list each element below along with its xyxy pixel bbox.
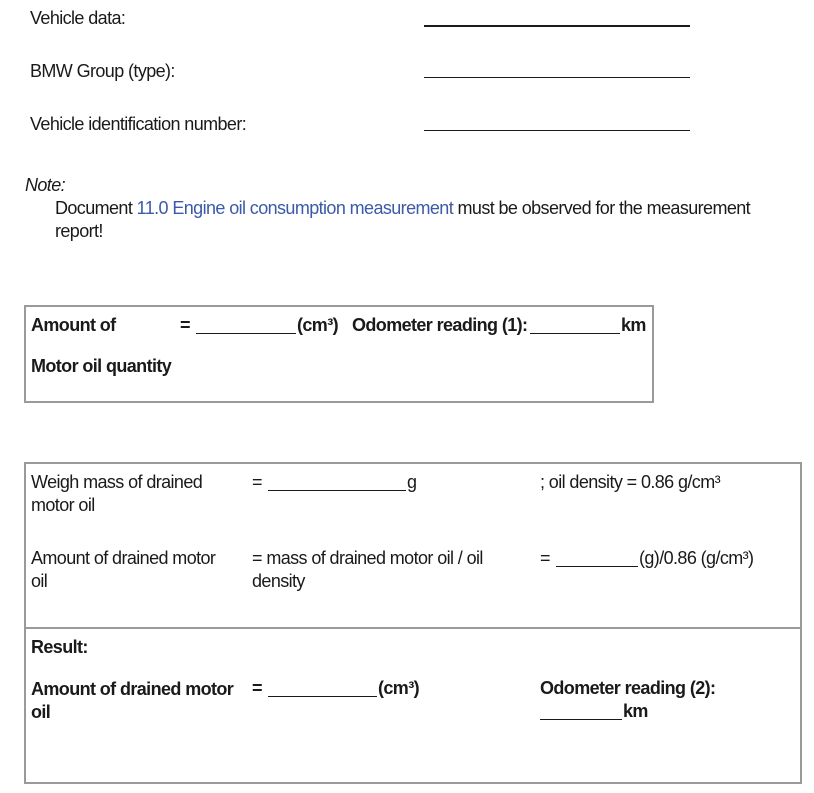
amount-eq: = <box>180 315 190 335</box>
bmw-group-type-label: BMW Group (type): <box>30 61 175 81</box>
amount-of-label: Amount of <box>31 315 116 335</box>
oil-density-note: ; oil density = 0.86 g/cm³ <box>540 472 720 492</box>
amount-blank[interactable] <box>196 333 296 334</box>
calc-unit: (g)/0.86 (g/cm³) <box>639 548 754 568</box>
odometer-2-label: Odometer reading (2): <box>540 678 716 698</box>
note-text <box>55 198 750 219</box>
bmw-group-type-line[interactable] <box>424 77 690 78</box>
calc-eq: = <box>540 548 550 568</box>
drained-amount-label-line-1: Amount of drained motor <box>31 548 216 568</box>
vin-label: Vehicle identification number: <box>30 114 247 134</box>
result-amount-label-line-2: oil <box>31 702 51 722</box>
density-formula-line-2: density <box>252 571 305 591</box>
result-amount-label <box>31 678 233 724</box>
vehicle-data-line[interactable] <box>424 25 690 27</box>
weigh-mass-label-line-2: motor oil <box>31 495 95 515</box>
density-formula <box>252 547 483 593</box>
density-formula-line-1: = mass of drained motor oil / oil <box>252 548 483 568</box>
result-amount-label-line-1: Amount of drained motor <box>31 679 234 699</box>
odometer-2-unit: km <box>623 701 648 721</box>
odometer-1-label: Odometer reading (1): <box>352 315 528 335</box>
result-amount-unit: (cm³) <box>378 678 419 698</box>
odometer-1-blank[interactable] <box>530 333 620 334</box>
motor-oil-quantity-label: Motor oil quantity <box>31 356 172 376</box>
motor-oil-quantity-box <box>24 305 654 403</box>
odometer-1-unit: km <box>621 315 646 335</box>
weigh-mass-label <box>31 471 202 517</box>
weigh-eq: = <box>252 472 262 492</box>
vehicle-data-label: Vehicle data: <box>30 8 126 28</box>
drained-amount-label-line-2: oil <box>31 571 48 591</box>
result-eq: = <box>252 678 262 698</box>
result-label: Result: <box>31 637 88 657</box>
odometer-2-blank[interactable] <box>540 719 622 720</box>
note-label: Note: <box>25 175 66 195</box>
vin-line[interactable] <box>424 130 690 131</box>
amount-unit: (cm³) <box>297 315 338 335</box>
note-text-before: Document <box>55 198 137 218</box>
result-divider <box>24 627 802 629</box>
note-text-after: must be observed for the measurement <box>453 198 751 218</box>
weigh-unit: g <box>407 472 417 492</box>
drained-amount-label <box>31 547 215 593</box>
calc-blank[interactable] <box>556 566 638 567</box>
result-amount-blank[interactable] <box>268 696 377 697</box>
weigh-blank[interactable] <box>268 490 406 491</box>
note-text-line-2: report! <box>55 221 103 241</box>
weigh-mass-label-line-1: Weigh mass of drained <box>31 472 203 492</box>
engine-oil-consumption-link[interactable]: 11.0 Engine oil consumption measurement <box>136 198 454 218</box>
